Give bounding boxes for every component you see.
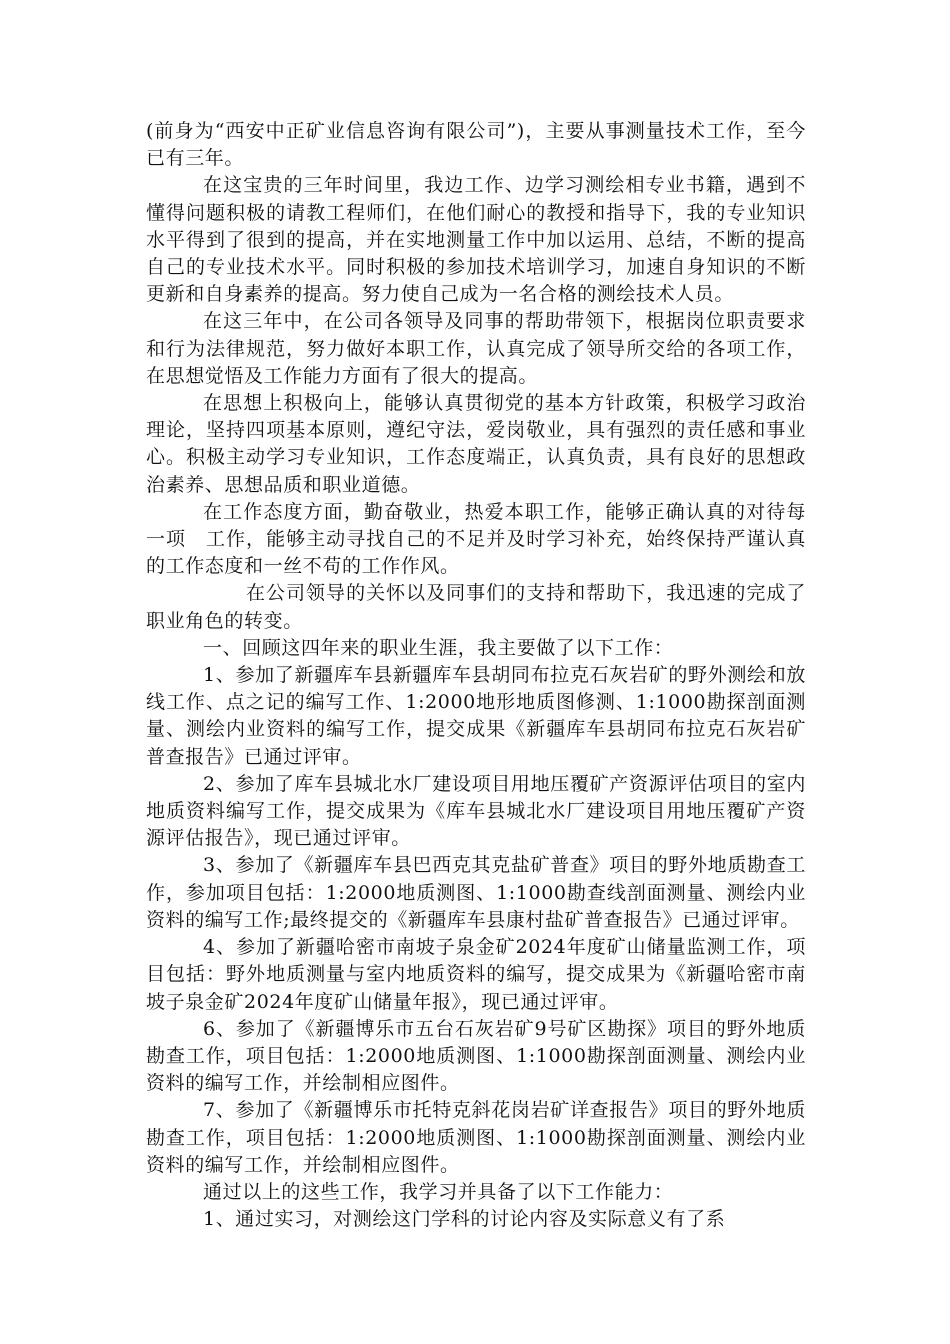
paragraph-item-6: 6、参加了《新疆博乐市五台石灰岩矿9号矿区勘探》项目的野外地质勘查工作，项目包括：1:2000地质测图、1:1000勘探剖面测量、测绘内业资料的编写工作，并绘制相应图件。 (146, 1017, 806, 1095)
paragraph-work-attitude: 在工作态度方面，勤奋敬业，热爱本职工作，能够正确认真的对待每一项 工作，能够主动寻找自己的不足并及时学习补充，始终保持严谨认真的工作态度和一丝不苟的工作作风。 (146, 500, 806, 578)
paragraph-item-7: 7、参加了《新疆博乐市托特克斜花岗岩矿详查报告》项目的野外地质勘查工作，项目包括：1:2000地质测图、1:1000勘探剖面测量、测绘内业资料的编写工作，并绘制相应图件。 (146, 1099, 806, 1176)
document-body (146, 118, 806, 1233)
paragraph-study: 在这宝贵的三年时间里，我边工作、边学习测绘相专业书籍，遇到不懂得问题积极的请教工程师们，在他们耐心的教授和指导下，我的专业知识水平得到了很到的提高，并在实地测量工作中加以运用、总结，不断的提高自己的专业技术水平。同时积极的参加技术培训学习，加速自身知识的不断更新和自身素养的提高。努力使自己成为一名合格的测绘技术人员。 (146, 174, 806, 306)
paragraph-abilities-heading: 通过以上的这些工作，我学习并具备了以下工作能力： (203, 1180, 674, 1203)
paragraph-review-heading: 一、回顾这四年来的职业生涯，我主要做了以下工作： (203, 636, 674, 659)
paragraph-item-1: 1、参加了新疆库车县新疆库车县胡同布拉克石灰岩矿的野外测绘和放线工作、点之记的编写工作、1:2000地形地质图修测、1:1000勘探剖面测量、测绘内业资料的编写工作，提交成果《新疆库车县胡同布拉克石灰岩矿普查报告》已通过评审。 (146, 664, 806, 768)
paragraph-item-4: 4、参加了新疆哈密市南坡子泉金矿2024年度矿山储量监测工作，项目包括：野外地质测量与室内地质资料的编写，提交成果为《新疆哈密市南坡子泉金矿2024年度矿山储量年报》，现已通过评审。 (146, 936, 806, 1013)
paragraph-three-years: 在这三年中，在公司各领导及同事的帮助带领下，根据岗位职责要求和行为法律规范，努力做好本职工作，认真完成了领导所交给的各项工作，在思想觉悟及工作能力方面有了很大的提高。 (146, 310, 806, 387)
paragraph-company-intro: (前身为“西安中正矿业信息咨询有限公司”)，主要从事测量技术工作，至今已有三年。 (146, 120, 806, 170)
paragraph-ability-1: 1、通过实习，对测绘这门学科的讨论内容及实际意义有了系 (203, 1208, 726, 1231)
paragraph-role-change: 在公司领导的关怀以及同事们的支持和帮助下，我迅速的完成了职业角色的转变。 (146, 582, 806, 632)
paragraph-item-2: 2、参加了库车县城北水厂建设项目用地压覆矿产资源评估项目的室内地质资料编写工作，提交成果为《库车县城北水厂建设项目用地压覆矿产资源评估报告》，现已通过评审。 (146, 772, 806, 850)
paragraph-item-3: 3、参加了《新疆库车县巴西克其克盐矿普查》项目的野外地质勘查工作，参加项目包括：1:2000地质测图、1:1000勘查线剖面测量、测绘内业资料的编写工作;最终提交的《新疆库车县康村盐矿普查报告》已通过评审。 (146, 854, 806, 931)
paragraph-ideology: 在思想上积极向上，能够认真贯彻党的基本方针政策，积极学习政治理论，坚持四项基本原则，遵纪守法，爱岗敬业，具有强烈的责任感和事业心。积极主动学习专业知识，工作态度端正，认真负责，具有良好的思想政治素养、思想品质和职业道德。 (146, 392, 806, 496)
